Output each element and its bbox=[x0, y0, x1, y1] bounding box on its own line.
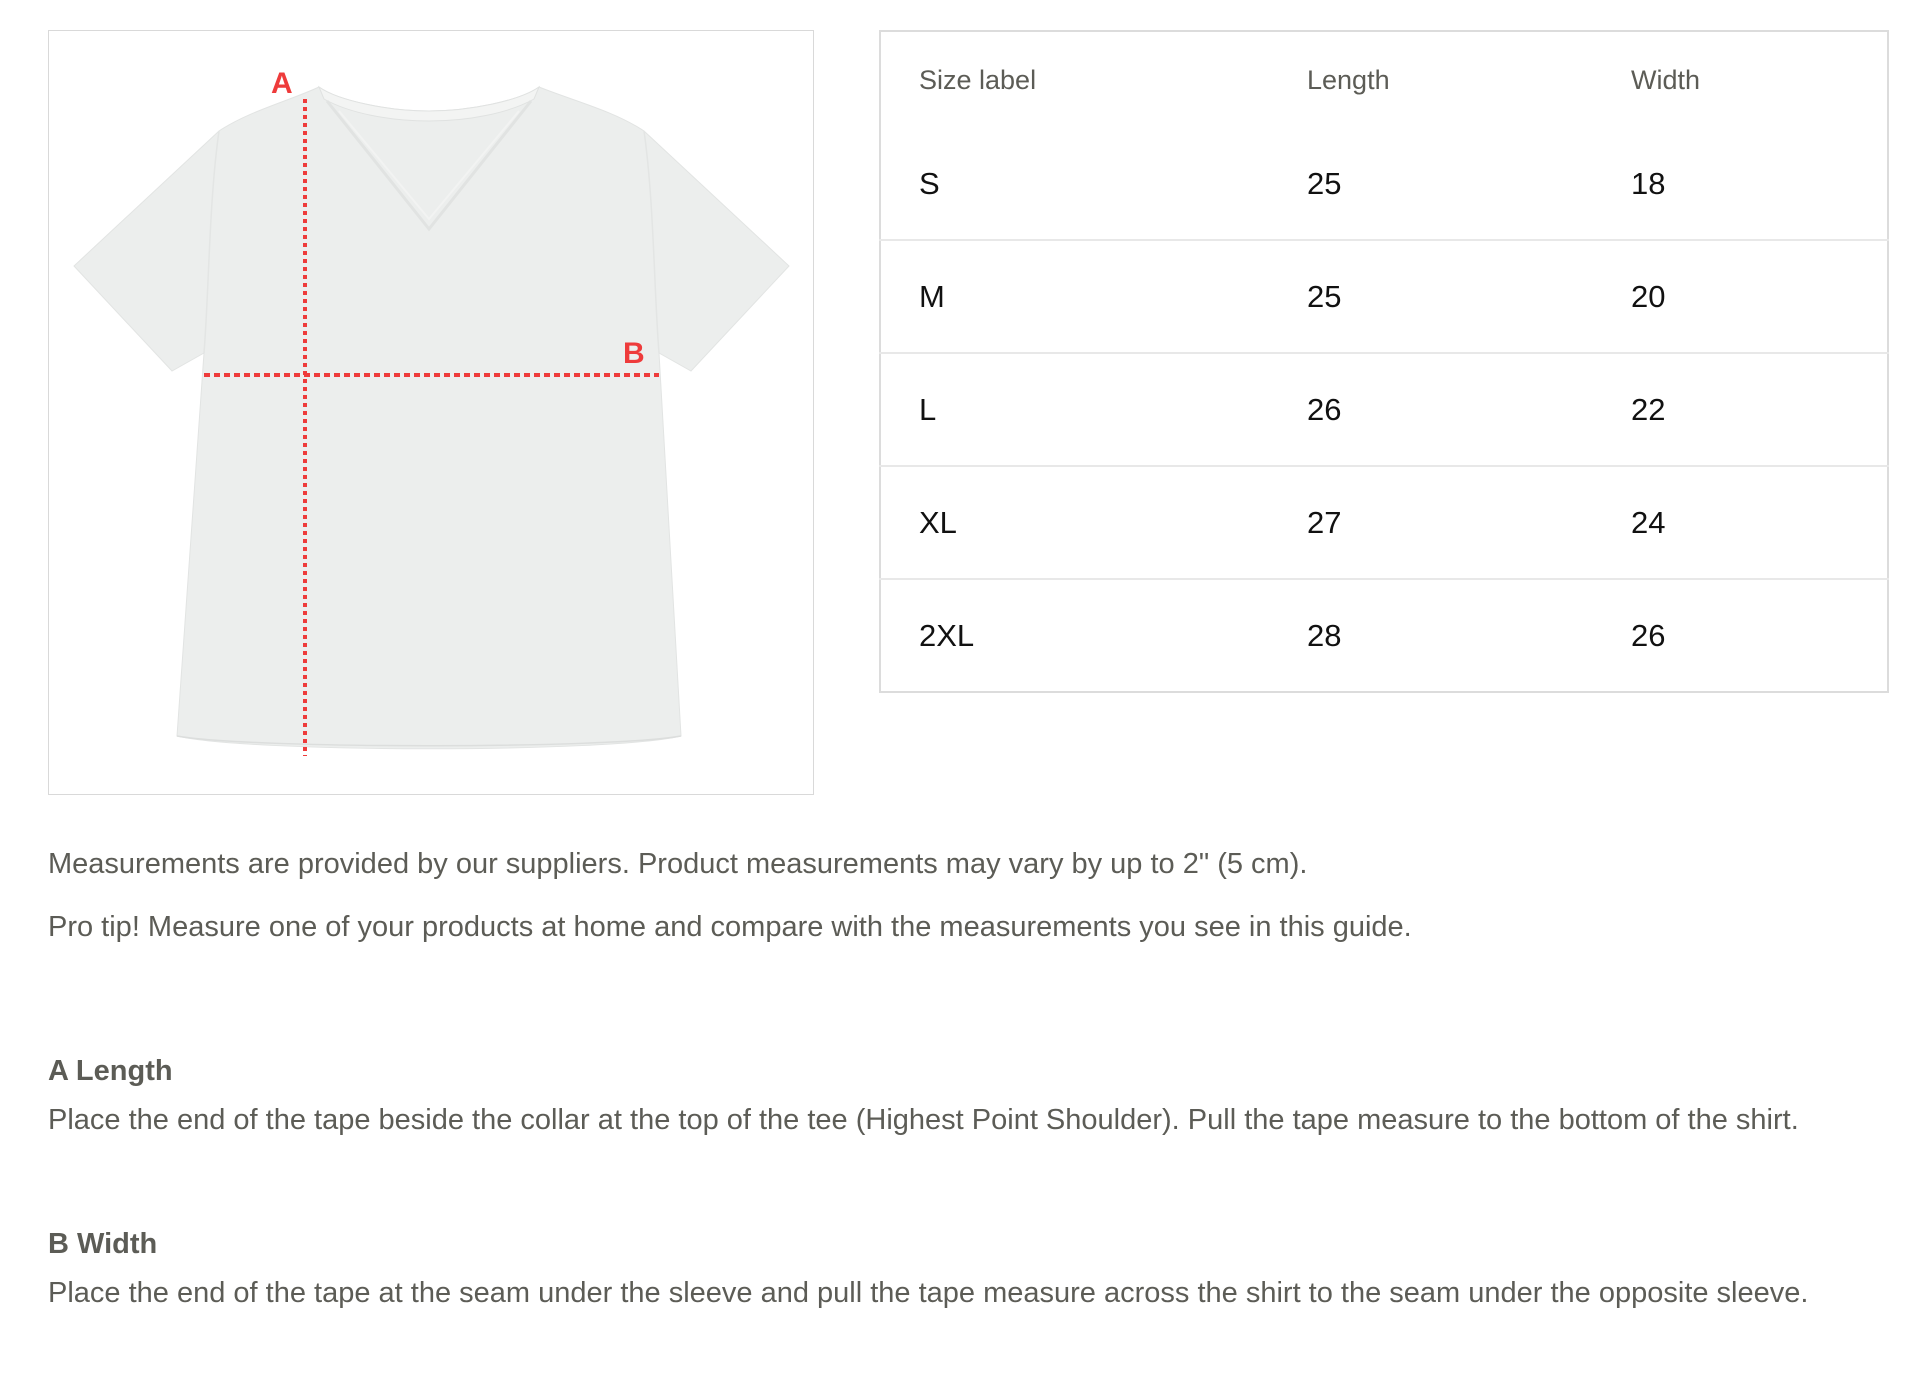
cell-size: L bbox=[880, 353, 1269, 466]
cell-size: 2XL bbox=[919, 617, 975, 653]
label-a: A bbox=[271, 67, 293, 100]
cell-size: XL bbox=[880, 466, 1269, 579]
label-b: B bbox=[623, 337, 645, 370]
instruction-length bbox=[48, 1051, 1898, 1144]
table-header-row bbox=[880, 31, 1888, 128]
cell-size: M bbox=[880, 240, 1269, 353]
cell-width: 26 bbox=[1631, 617, 1666, 653]
cell-width: 18 bbox=[1593, 128, 1888, 240]
tshirt-diagram bbox=[48, 30, 814, 795]
tshirt-illustration bbox=[49, 31, 815, 796]
table-row bbox=[880, 466, 1888, 579]
instruction-text: Place the end of the tape at the seam under the sleeve and pull the tape measure across the shirt to the seam under the opposite sleeve. bbox=[48, 1277, 1809, 1309]
instruction-width bbox=[48, 1224, 1898, 1317]
instruction-text: Place the end of the tape beside the collar at the top of the tee (Highest Point Shoulder). Pull the tape measure to the bottom of the shirt. bbox=[48, 1104, 1799, 1136]
header-width: Width bbox=[1631, 64, 1701, 95]
table-row bbox=[880, 579, 1888, 692]
table-row bbox=[880, 240, 1888, 353]
cell-length: 26 bbox=[1269, 353, 1593, 466]
table-row bbox=[880, 128, 1888, 240]
supplier-note: Measurements are provided by our suppliers. Product measurements may vary by up to 2" (5 cm). bbox=[48, 848, 1308, 880]
pro-tip: Pro tip! Measure one of your products at home and compare with the measurements you see in this guide. bbox=[48, 911, 1412, 943]
cell-width: 24 bbox=[1593, 466, 1888, 579]
cell-length: 25 bbox=[1269, 240, 1593, 353]
cell-width: 20 bbox=[1593, 240, 1888, 353]
cell-length: 27 bbox=[1269, 466, 1593, 579]
cell-width: 22 bbox=[1593, 353, 1888, 466]
cell-length: 25 bbox=[1269, 128, 1593, 240]
header-length: Length bbox=[1307, 64, 1390, 95]
header-size-label: Size label bbox=[919, 64, 1037, 95]
cell-length: 28 bbox=[1307, 617, 1342, 653]
size-chart-table bbox=[879, 30, 1889, 693]
table-row bbox=[880, 353, 1888, 466]
instruction-title: A Length bbox=[48, 1055, 173, 1087]
instruction-title: B Width bbox=[48, 1228, 158, 1260]
cell-size: S bbox=[880, 128, 1269, 240]
